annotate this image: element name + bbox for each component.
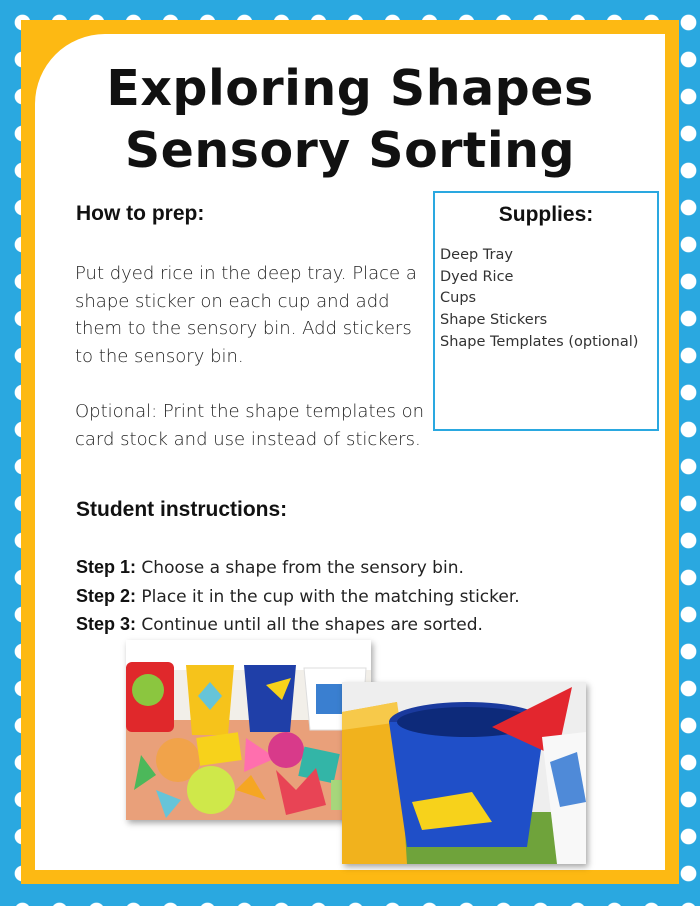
supply-item: Shape Templates (optional) xyxy=(440,333,639,350)
supply-item: Cups xyxy=(440,290,477,307)
supply-item: Deep Tray xyxy=(440,247,513,263)
cup-closeup-photo xyxy=(342,682,586,864)
supplies-list xyxy=(440,245,638,354)
sensory-bin-photo xyxy=(126,640,371,820)
step-3 xyxy=(76,611,520,640)
step-label: Step 1: xyxy=(76,557,137,577)
supply-item: Shape Stickers xyxy=(440,312,548,329)
content-card xyxy=(35,34,665,870)
supplies-box xyxy=(433,191,659,431)
sensory-bin-illustration xyxy=(126,640,371,820)
student-instructions-heading: Student instructions: xyxy=(76,498,288,521)
supply-item: Dyed Rice xyxy=(440,268,514,285)
step-text: Place it in the cup with the matching sticker. xyxy=(141,586,520,607)
yellow-frame xyxy=(21,20,679,884)
title-line-2: Sensory Sorting xyxy=(124,122,576,179)
title-line-1: Exploring Shapes xyxy=(106,60,594,117)
step-text: Continue until all the shapes are sorted. xyxy=(141,615,483,635)
prep-paragraph-2: Optional: Print the shape templates on card stock and use instead of stickers. xyxy=(75,401,425,450)
prep-instructions xyxy=(75,260,435,481)
step-label: Step 2: xyxy=(76,585,137,606)
prep-paragraph-1: Put dyed rice in the deep tray. Place a shape sticker on each cup and add them to the sensory bin. Add stickers to the sensory bin. xyxy=(75,263,417,367)
step-1 xyxy=(76,554,520,583)
supplies-heading: Supplies: xyxy=(498,203,594,226)
step-text: Choose a shape from the sensory bin. xyxy=(141,558,464,578)
step-label: Step 3: xyxy=(76,614,137,634)
step-2 xyxy=(76,583,520,612)
prep-heading: How to prep: xyxy=(76,202,205,225)
steps-list xyxy=(76,554,520,640)
cup-closeup-illustration xyxy=(342,682,586,864)
